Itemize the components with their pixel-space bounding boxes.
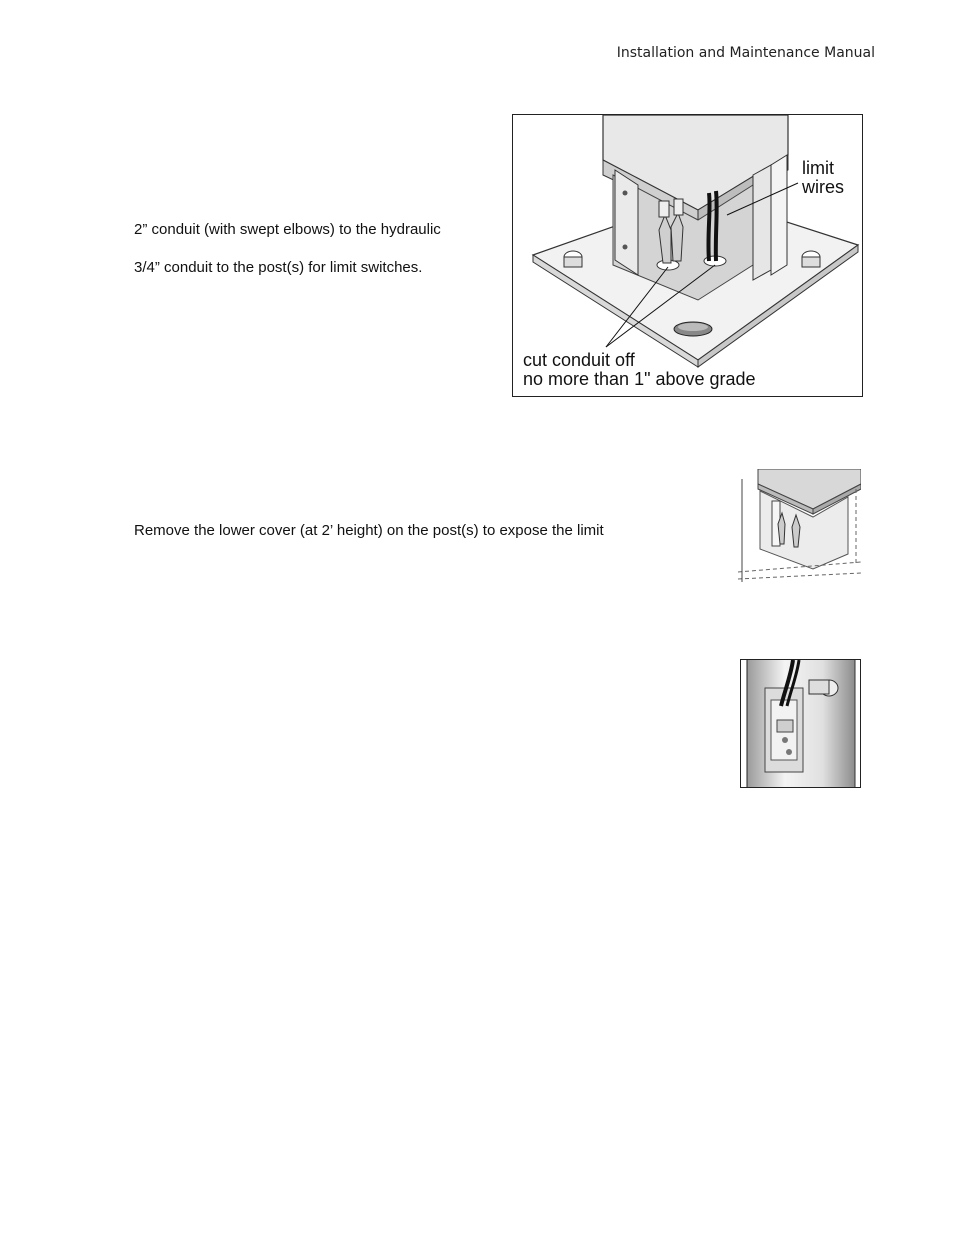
limit-switch-illustration (741, 660, 860, 787)
remove-cover-text: Remove the lower cover (at 2’ height) on the post(s) to expose the limit (134, 522, 604, 539)
limit-switch-figure (740, 659, 861, 788)
post-base-figure (512, 114, 863, 397)
above-grade-label: no more than 1" above grade (523, 369, 756, 389)
cut-conduit-label: cut conduit off (523, 350, 635, 370)
post-cover-figure (738, 469, 861, 582)
wires-label: wires (802, 177, 845, 197)
limit-label: limit (802, 158, 834, 178)
conduit-hydraulic-text: 2” conduit (with swept elbows) to the hydraulic (134, 221, 441, 238)
page-header: Installation and Maintenance Manual (616, 45, 875, 61)
post-cover-illustration (738, 469, 861, 582)
conduit-limit-text: 3/4” conduit to the post(s) for limit switches. (134, 259, 423, 276)
